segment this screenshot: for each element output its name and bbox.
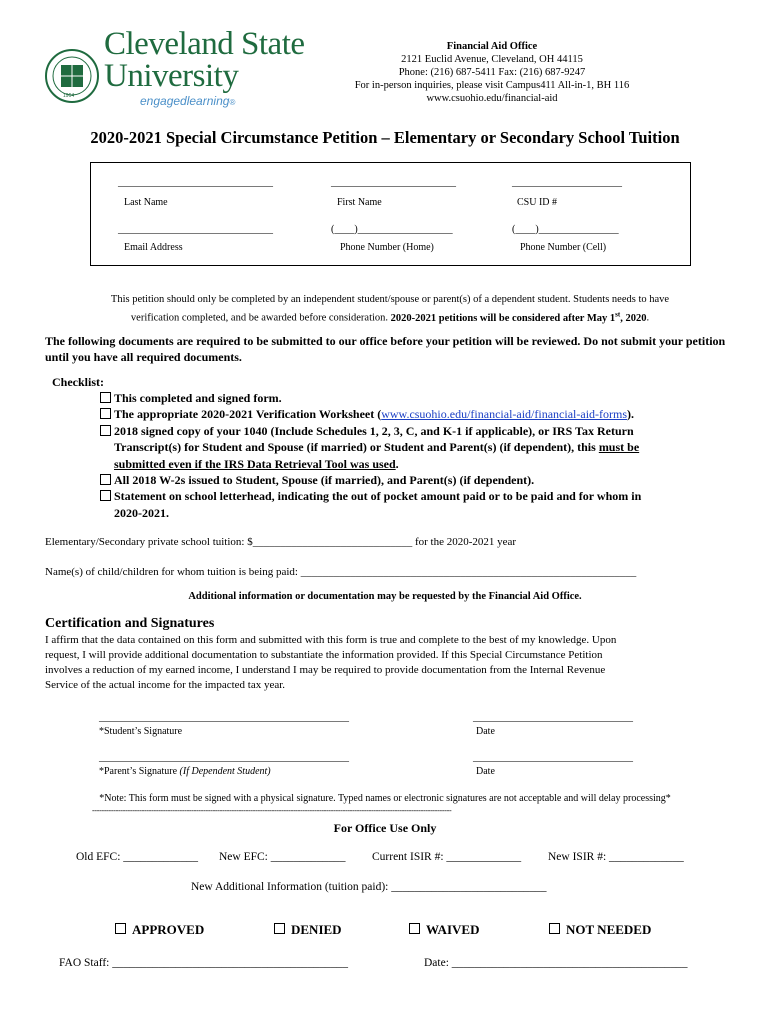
office-name: Financial Aid Office (446, 41, 538, 52)
office-phone: Phone: (216) 687-5411 Fax: (216) 687-9247 (398, 67, 586, 78)
office-address: 2121 Euclid Avenue, Cleveland, OH 44115 (401, 54, 583, 65)
parent-date-field[interactable]: ________________________________ (473, 752, 633, 763)
intro-line1: This petition should only be completed by an independent student/spouse or parent(s) of a dependent student. Students needs to have (110, 294, 670, 305)
office-use-heading: For Office Use Only (333, 821, 437, 835)
not-needed-option[interactable] (549, 922, 651, 938)
certification-line: request, I will provide additional documentation to substantiate the information provided. If this Special Circumstance Petition (45, 649, 603, 661)
checklist-item (100, 472, 735, 488)
checklist-item (100, 423, 735, 439)
certification-line: involves a reduction of my earned income, I understand I may be required to provide documentation from the Internal Revenue (45, 664, 606, 676)
signature-note: *Note: This form must be signed with a physical signature. Typed names or electronic signatures are not acceptable and will delay processing* (99, 793, 671, 804)
student-date-field[interactable]: ________________________________ (473, 712, 633, 723)
denied-label: DENIED (291, 922, 342, 937)
checklist-heading: Checklist: (52, 375, 104, 389)
intro-line2-dot: . (646, 312, 650, 324)
waived-label: WAIVED (426, 922, 480, 937)
new-additional-info-field[interactable]: New Additional Information (tuition paid): ___________________________ (191, 881, 547, 893)
csu-id-input[interactable]: ______________________ (512, 177, 622, 188)
logo-tagline: engagedlearning® (140, 94, 236, 108)
checklist-item-cont (100, 439, 735, 455)
phone-cell-label: Phone Number (Cell) (520, 242, 607, 253)
required-documents-notice: The following documents are required to be submitted to our office before your petition will be reviewed. Do not submit your petition until you have all required documents. (45, 334, 726, 364)
checklist (100, 390, 735, 521)
seal-year: 1964 (63, 93, 75, 99)
checkbox-icon[interactable] (409, 923, 420, 934)
student-signature-field[interactable]: __________________________________________________ (99, 712, 349, 723)
checkbox-icon[interactable] (100, 408, 111, 419)
checklist-item-emphasis: submitted even if the IRS Data Retrieval Tool was used (114, 456, 396, 471)
checklist-item-text: This completed and signed form. (114, 391, 282, 405)
intro-deadline: 2020-2021 petitions will be considered after May 1 (390, 312, 616, 324)
parent-signature-note: (If Dependent Student) (179, 766, 271, 777)
checkbox-icon[interactable] (100, 392, 111, 403)
logo-wordmark-line2: University (104, 58, 239, 94)
checklist-item-emphasis: must be (598, 440, 640, 455)
certification-line: Service of the actual income for the impacted tax year. (45, 679, 286, 691)
checkbox-icon[interactable] (115, 923, 126, 934)
phone-home-label: Phone Number (Home) (340, 242, 434, 253)
not-needed-label: NOT NEEDED (566, 922, 652, 937)
office-address-block (332, 40, 652, 105)
last-name-label: Last Name (124, 197, 168, 208)
last-name-input[interactable]: _______________________________ (118, 177, 273, 188)
certification-text (45, 633, 735, 693)
waived-option[interactable] (409, 922, 479, 938)
intro-line2-text: verification completed, and be awarded before consideration. (130, 312, 391, 324)
logo-wordmark-line1: Cleveland State (104, 26, 305, 62)
checklist-item-text: Transcript(s) for Student and Spouse (if married) or Student and Parent(s) (if dependent), this (114, 440, 599, 455)
university-seal-logo (44, 48, 100, 104)
financial-aid-forms-link[interactable]: www.csuohio.edu/financial-aid/financial-aid-forms (381, 407, 628, 422)
checkbox-icon[interactable] (100, 490, 111, 501)
student-date-label: Date (476, 726, 495, 737)
first-name-label: First Name (337, 197, 382, 208)
csu-id-label: CSU ID # (517, 197, 558, 208)
certification-line: I affirm that the data contained on this form and submitted with this form is true and complete to the best of my knowledge. Upon (45, 634, 617, 646)
new-efc-field[interactable]: New EFC: _____________ (219, 851, 346, 863)
office-inperson: For in-person inquiries, please visit Campus411 All-in-1, BH 116 (354, 80, 630, 91)
new-isir-field[interactable]: New ISIR #: _____________ (548, 851, 684, 863)
checklist-item (100, 390, 735, 406)
checklist-item-cont (100, 456, 735, 472)
certification-heading: Certification and Signatures (45, 616, 215, 631)
intro-line2 (45, 307, 735, 326)
checklist-item (100, 488, 735, 504)
phone-cell-input[interactable]: (____)________________ (512, 224, 619, 235)
denied-option[interactable] (274, 922, 342, 938)
checklist-item-cont: 2020-2021. (114, 505, 169, 520)
office-url: www.csuohio.edu/financial-aid (426, 93, 558, 104)
parent-signature-field[interactable]: __________________________________________________ (99, 752, 349, 763)
checklist-item-text: 2018 signed copy of your 1040 (Include Schedules 1, 2, 3, C, and K-1 if applicable), or IRS Tax Return (114, 423, 634, 438)
tuition-amount-field[interactable]: Elementary/Secondary private school tuition: $_____________________________ for the 2020-2021 year (45, 536, 517, 548)
checklist-item-text: All 2018 W-2s issued to Student, Spouse (if married), and Parent(s) (if dependent). (114, 473, 535, 488)
checklist-item-end: ). (627, 407, 635, 422)
phone-home-input[interactable]: (____)___________________ (331, 224, 453, 235)
fao-staff-field[interactable]: FAO Staff: _________________________________________ (59, 957, 348, 969)
student-info-box (90, 162, 691, 266)
intro-paragraph (45, 293, 735, 326)
checklist-item-end: . (395, 456, 399, 471)
approved-option[interactable] (115, 922, 204, 938)
office-date-field[interactable]: Date: _________________________________________ (424, 957, 688, 969)
parent-signature-text: *Parent’s Signature (99, 766, 180, 777)
checkbox-icon[interactable] (274, 923, 285, 934)
page-title: 2020-2021 Special Circumstance Petition – Elementary or Secondary School Tuition (90, 128, 680, 147)
first-name-input[interactable]: _________________________ (331, 177, 456, 188)
checklist-item-text: The appropriate 2020-2021 Verification Worksheet ( (114, 407, 382, 422)
current-isir-field[interactable]: Current ISIR #: _____________ (372, 851, 522, 863)
divider-dashes: -------------------------------------------------------------------------------------------------------------------------------------------------------- (92, 806, 452, 815)
intro-deadline-year: , 2020 (620, 312, 647, 324)
checkbox-icon[interactable] (100, 474, 111, 485)
email-label: Email Address (124, 242, 183, 253)
old-efc-field[interactable]: Old EFC: _____________ (76, 851, 199, 863)
checklist-item (100, 406, 735, 422)
parent-date-label: Date (476, 766, 495, 777)
student-signature-label: *Student’s Signature (99, 726, 183, 737)
children-names-field[interactable]: Name(s) of child/children for whom tuition is being paid: _____________________________________________________________ (45, 566, 637, 578)
email-input[interactable]: _______________________________ (118, 224, 273, 235)
checkbox-icon[interactable] (100, 425, 111, 436)
logo-tagline-text: engagedlearning (140, 94, 230, 108)
intro-deadline-sup: st (615, 310, 621, 318)
additional-info-notice: Additional information or documentation may be requested by the Financial Aid Office. (188, 591, 582, 602)
checkbox-icon[interactable] (549, 923, 560, 934)
checklist-item-text: Statement on school letterhead, indicating the out of pocket amount paid or to be paid and for whom in (114, 489, 642, 504)
approved-label: APPROVED (132, 922, 205, 937)
parent-signature-label (99, 766, 271, 777)
